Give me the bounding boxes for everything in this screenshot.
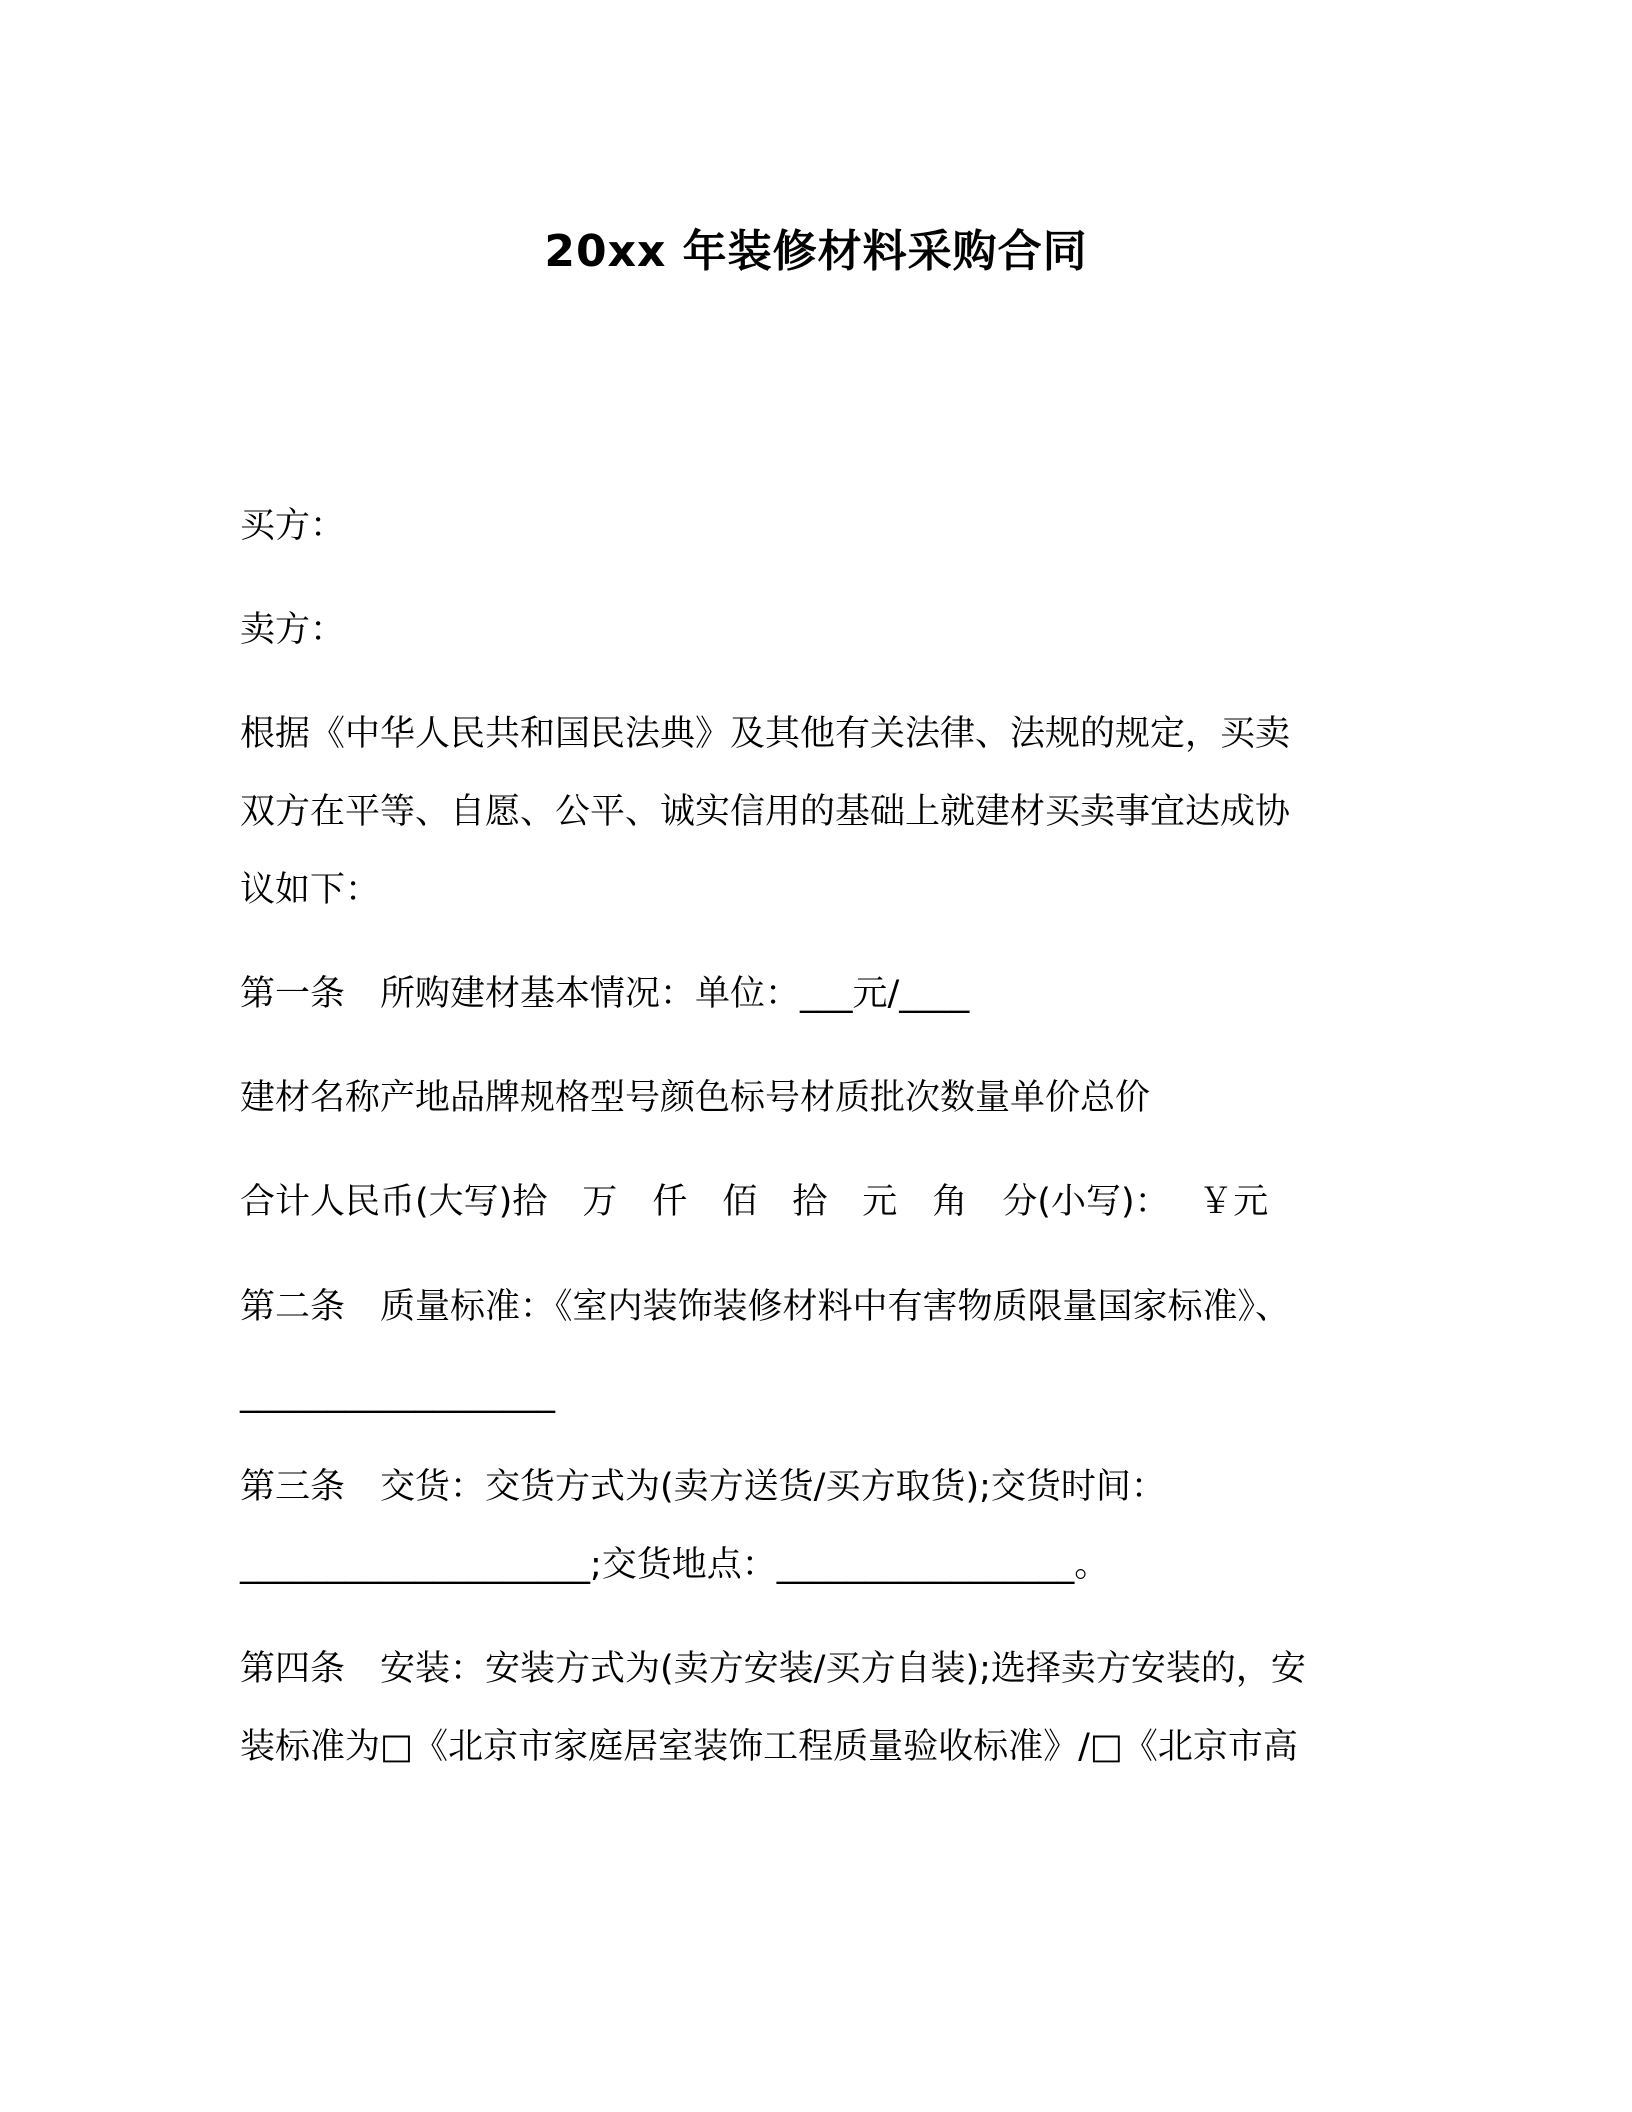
seller-line: 卖方：	[240, 610, 346, 650]
article-2: 第二条 质量标准：《室内装饰装修材料中有害物质限量国家标准》、	[240, 1287, 1291, 1327]
article-4-continued: 装标准为□《北京市家庭居室装饰工程质量验收标准》/□《北京市高	[240, 1727, 1298, 1767]
article-1-columns: 建材名称产地品牌规格型号颜色标号材质批次数量单价总价	[240, 1078, 1151, 1118]
article-2-blank: __________________	[240, 1374, 555, 1414]
article-1-total: 合计人民币(大写)拾 万 仟 佰 拾 元 角 分(小写)： ￥元	[240, 1182, 1269, 1222]
article-1: 第一条 所购建材基本情况：单位：___元/____	[240, 974, 970, 1014]
buyer-line: 买方：	[240, 506, 346, 546]
preamble-line-3: 议如下：	[240, 870, 381, 910]
article-4: 第四条 安装：安装方式为(卖方安装/买方自装);选择卖方安装的，安	[240, 1649, 1306, 1689]
preamble-line-2: 双方在平等、自愿、公平、诚实信用的基础上就建材买卖事宜达成协	[240, 792, 1291, 832]
article-3: 第三条 交货：交货方式为(卖方送货/买方取货);交货时间：	[240, 1467, 1166, 1507]
preamble-line-1: 根据《中华人民共和国民法典》及其他有关法律、法规的规定，买卖	[240, 714, 1291, 754]
document-title: 20xx 年装修材料采购合同	[544, 226, 1088, 277]
article-3-continued: ____________________;交货地点：_________________。	[240, 1545, 1110, 1585]
